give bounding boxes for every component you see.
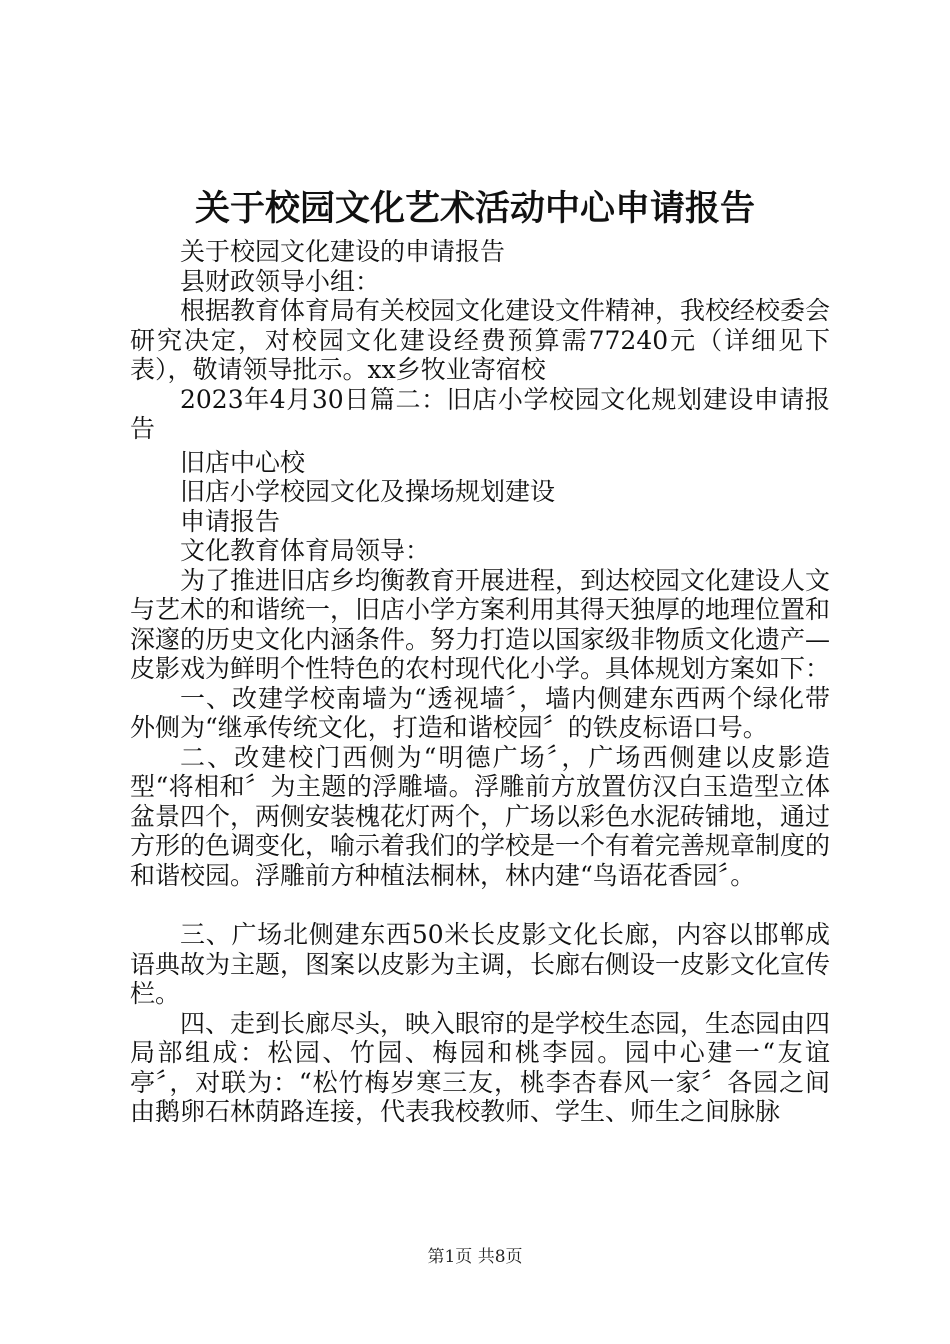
paragraph-report-label: 申请报告 bbox=[180, 506, 281, 536]
paragraph-report-heading: 关于校园文化建设的申请报告 bbox=[180, 237, 506, 266]
paragraph-introduction: 为了推进旧店乡均衡教育开展进程，到达校园文化建设人文与艺术的和谐统一，旧店小学方案利用其得天独厚的地理位置和深邃的历史文化内涵条件。努力打造以国家级非物质文化遗产—皮影戏为鲜明个性特色的农村现代化小学。具体规划方案如下： bbox=[130, 565, 831, 683]
paragraph-salutation: 县财政领导小组： bbox=[180, 266, 381, 296]
paragraph-item-three: 三、广场北侧建东西50米长皮影文化长廊，内容以邯郸成语典故为主题，图案以皮影为主调，长廊右侧设一皮影文化宣传栏。 bbox=[130, 920, 831, 1008]
paragraph-date-section-two: 2023年4月30日篇二：旧店小学校园文化规划建设申请报告 bbox=[130, 384, 830, 443]
document-title: 关于校园文化艺术活动中心申请报告 bbox=[194, 188, 755, 229]
document-body bbox=[130, 237, 830, 1127]
paragraph-project-name: 旧店小学校园文化及操场规划建设 bbox=[180, 477, 556, 506]
paragraph-recipient: 文化教育体育局领导： bbox=[180, 536, 431, 565]
paragraph-item-one: 一、改建学校南墙为“透视墙〞，墙内侧建东西两个绿化带外侧为“继承传统文化，打造和谐校园〞的铁皮标语口号。 bbox=[130, 683, 830, 742]
paragraph-item-four: 四、走到长廊尽头，映入眼帘的是学校生态园，生态园由四局部组成：松园、竹园、梅园和桃李园。园中心建一“友谊亭〞，对联为：“松竹梅岁寒三友，桃李杏春风一家〞各园之间由鹅卵石林荫路连接，代表我校教师、学生、师生之间脉脉 bbox=[130, 1008, 831, 1126]
paragraph-school-name: 旧店中心校 bbox=[180, 447, 306, 477]
page-number-footer: 第1页 共8页 bbox=[427, 1247, 523, 1267]
paragraph-budget-request: 根据教育体育局有关校园文化建设文件精神，我校经校委会研究决定，对校园文化建设经费预算需77240元（详细见下表），敬请领导批示。xx乡牧业寄宿校 bbox=[130, 296, 831, 384]
paragraph-item-two: 二、改建校门西侧为“明德广场〞，广场西侧建以皮影造型“将相和〞为主题的浮雕墙。浮雕前方放置仿汉白玉造型立体盆景四个，两侧安装槐花灯两个，广场以彩色水泥砖铺地，通过方形的色调变化，喻示着我们的学校是一个有着完善规章制度的和谐校园。浮雕前方种植法桐林，林内建“鸟语花香园〞。 bbox=[130, 742, 831, 890]
